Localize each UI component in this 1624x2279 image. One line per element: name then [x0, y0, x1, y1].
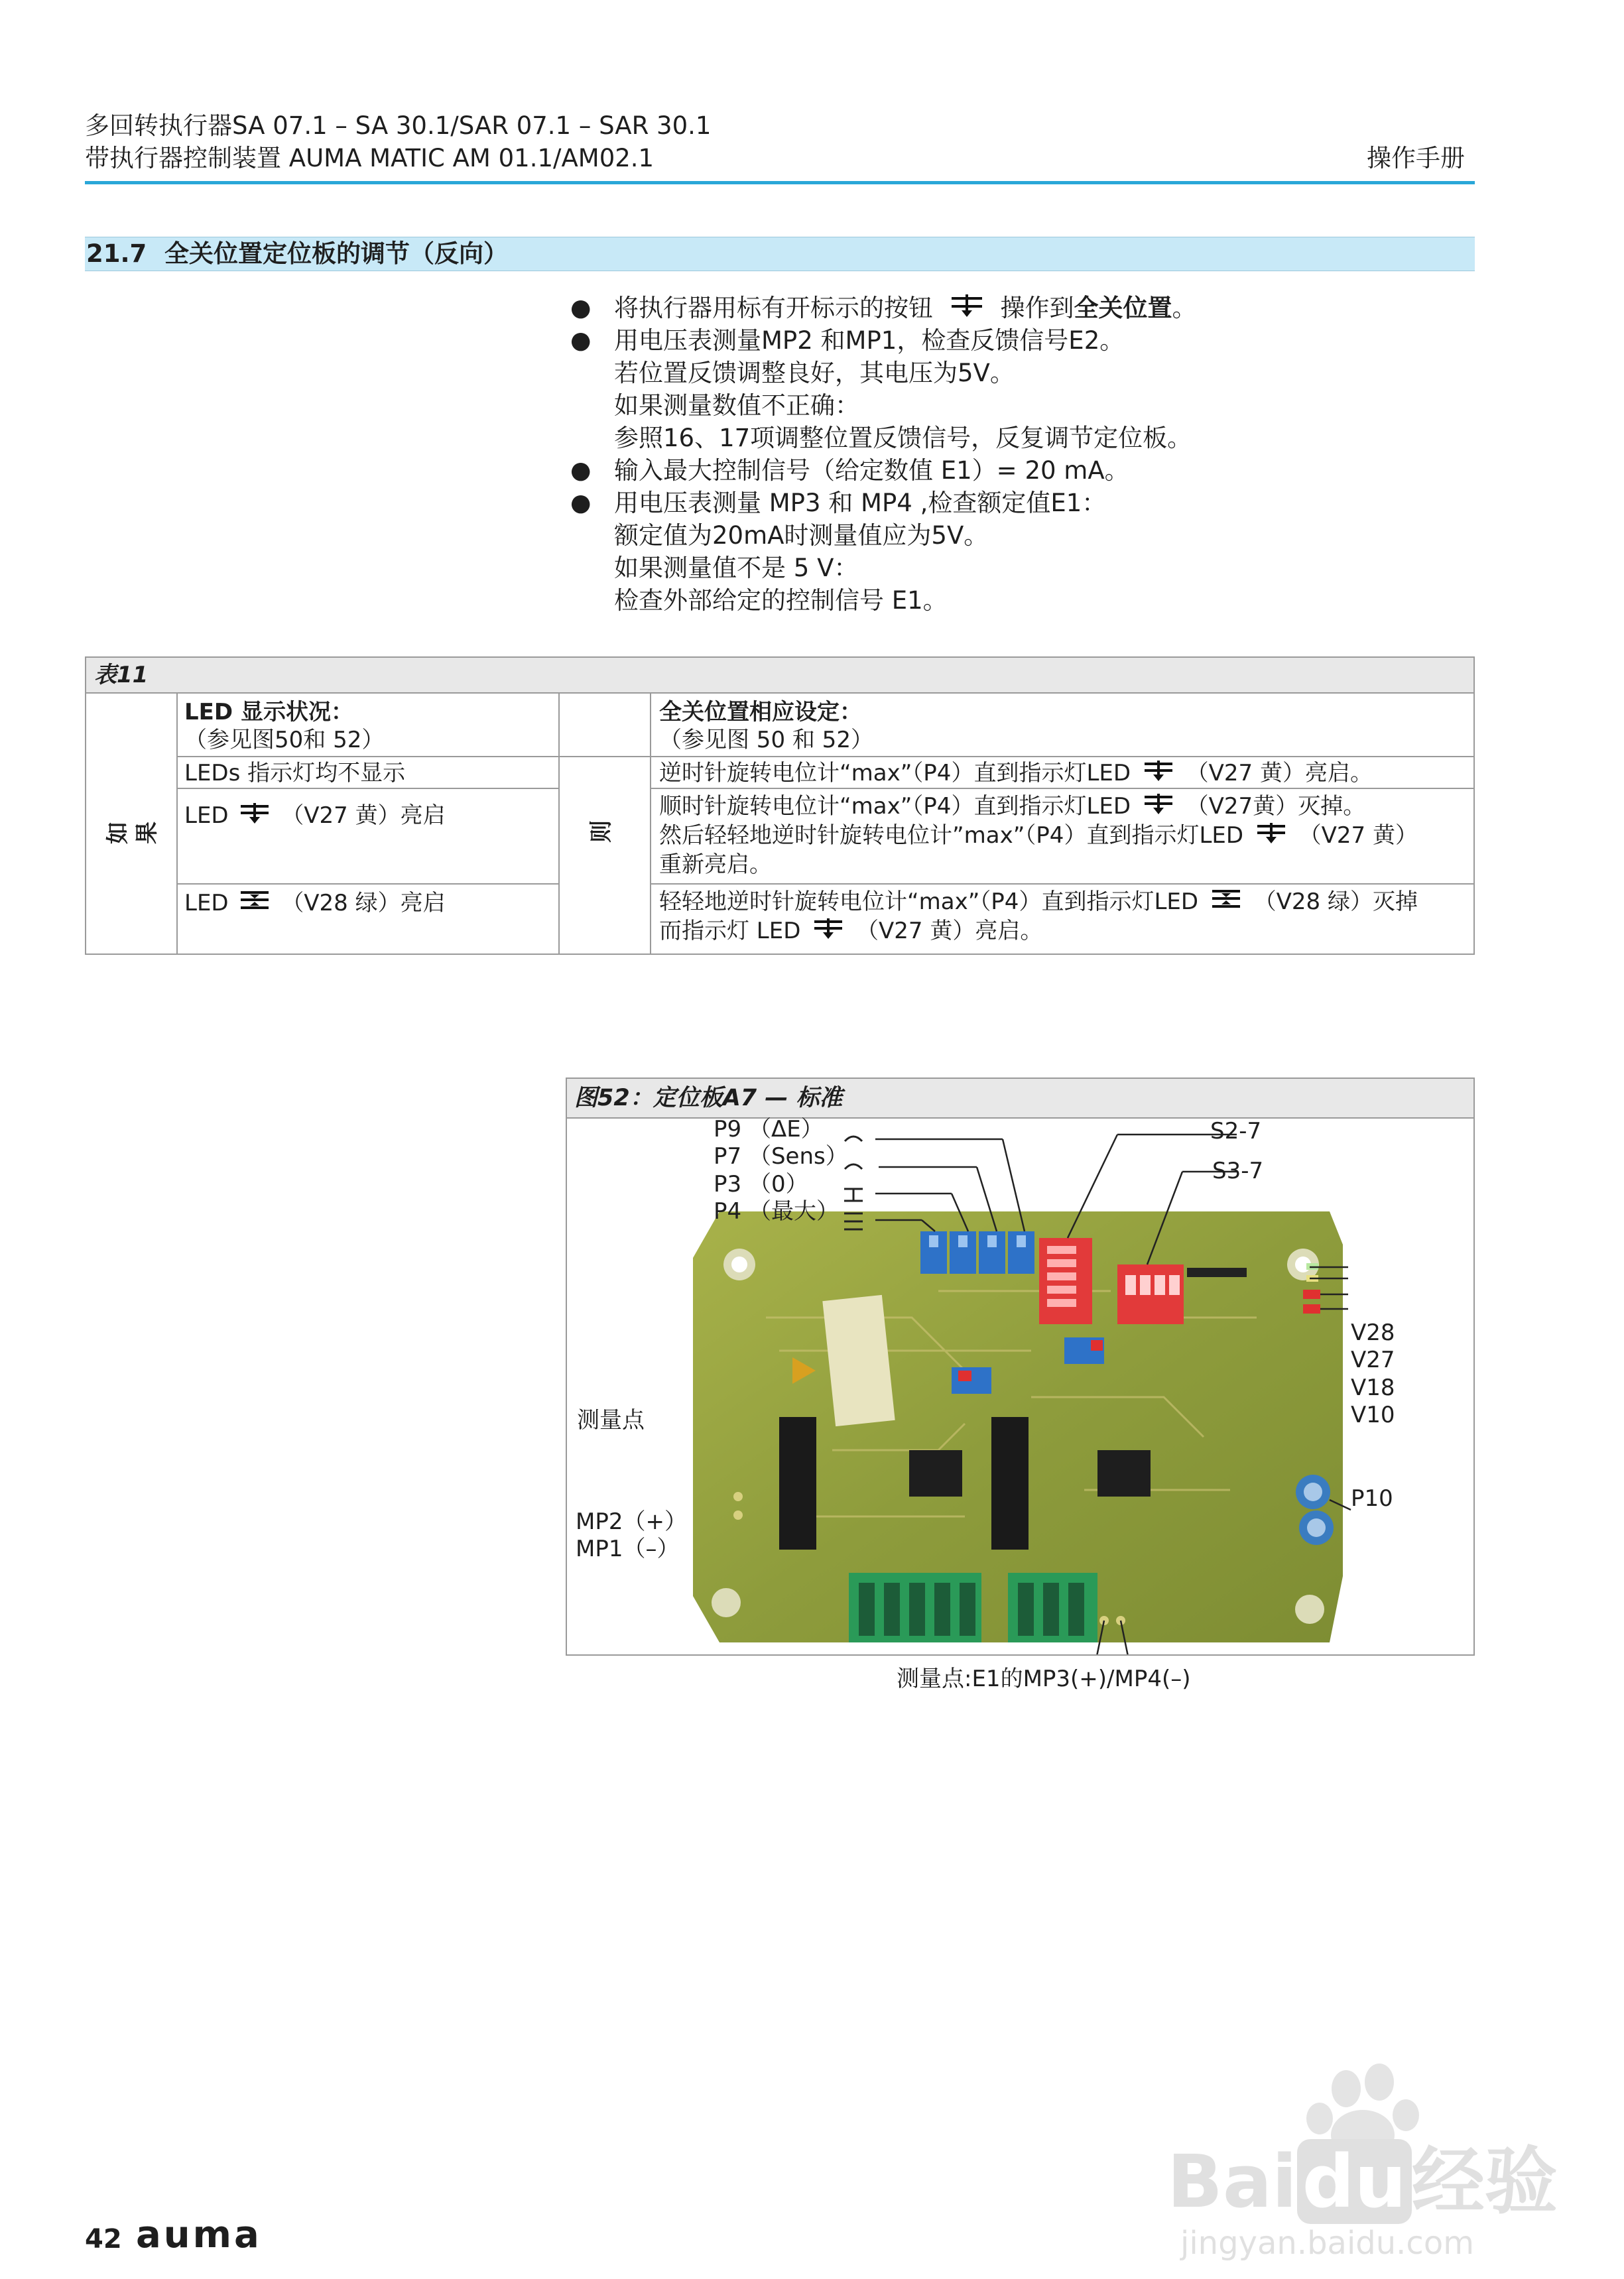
instruction-2: 用电压表测量MP2 和MP1，检查反馈信号E2。 — [614, 326, 1125, 355]
table-rule — [650, 692, 651, 955]
row3-action-line1 — [659, 887, 1418, 918]
setting-header-text: 全关位置相应设定： — [659, 699, 862, 725]
row1-action — [659, 759, 1373, 789]
label-v10: V10 — [1351, 1402, 1395, 1428]
table-caption: 表11 — [94, 662, 149, 688]
bullet: ● — [570, 327, 592, 354]
section-number: 21.7 — [86, 239, 147, 268]
watermark-url: jingyan.baidu.com — [1180, 2225, 1474, 2262]
page-number: 42 — [85, 2224, 122, 2254]
if-label: 如果 — [105, 822, 160, 844]
watermark-brand — [1167, 2139, 1558, 2224]
table-rule — [176, 692, 178, 955]
row3-condition-text: （V28 绿）亮启 — [281, 890, 446, 916]
label-mp2: MP2（+） — [576, 1509, 687, 1535]
row3-condition — [184, 889, 446, 919]
close-direction-icon — [950, 293, 983, 326]
label-p10: P10 — [1351, 1485, 1393, 1512]
positioner-board-photo — [567, 1119, 1473, 1654]
auma-logo: auma — [136, 2213, 262, 2256]
section-title: 全关位置定位板的调节（反向） — [164, 239, 508, 268]
instruction-4: 如果测量数值不正确： — [614, 391, 859, 420]
instruction-1-bold: 全关位置 — [1074, 294, 1172, 322]
bullet: ● — [570, 489, 592, 517]
instruction-9: 如果测量值不是 5 V： — [614, 554, 859, 582]
table-rule — [558, 692, 560, 955]
row2-condition — [184, 801, 446, 832]
row2-condition-text: （V27 黄）亮启 — [281, 802, 446, 829]
bullet: ● — [570, 457, 592, 484]
row2-action2-text-end: （V27 黄） — [1298, 822, 1418, 849]
led-close-icon — [1143, 759, 1174, 789]
table-rule — [176, 883, 558, 885]
led-table — [85, 656, 1475, 955]
row2-condition-led: LED — [184, 802, 229, 829]
row3-action-line2 — [659, 916, 1042, 947]
header-manual-label: 操作手册 — [1367, 144, 1465, 172]
led-max-icon — [1211, 888, 1241, 918]
label-p9: P9 （ΔE） — [714, 1116, 824, 1142]
table-rule — [650, 883, 1473, 885]
table-caption-band — [86, 658, 1473, 692]
watermark-brand-cn: 经验 — [1411, 2139, 1558, 2224]
table-rule — [86, 692, 1473, 694]
row2-action-text-end: （V27黄）灭掉。 — [1186, 793, 1366, 820]
table-rule — [176, 788, 558, 789]
table-rule — [176, 756, 1473, 757]
row2-action-text: 顺时针旋转电位计“max”（P4）直到指示灯LED — [659, 793, 1131, 820]
led-status-subheader: （参见图50和 52） — [184, 727, 385, 753]
instruction-3: 若位置反馈调整良好，其电压为5V。 — [614, 359, 1015, 387]
row1-action-text-end: （V27 黄）亮启。 — [1186, 760, 1373, 786]
watermark-brand-bai: Bai — [1167, 2139, 1297, 2224]
figure-caption: 图52：定位板A7 — 标准 — [574, 1085, 843, 1111]
label-v27: V27 — [1351, 1347, 1395, 1373]
label-v28: V28 — [1351, 1320, 1395, 1346]
instruction-10: 检查外部给定的控制信号 E1。 — [614, 586, 948, 615]
row1-condition: LEDs 指示灯均不显示 — [184, 760, 406, 786]
led-status-header — [184, 698, 353, 727]
led-status-header-text: LED 显示状况： — [184, 699, 353, 725]
label-e1-measuring-points: 测量点:E1的MP3(+)/MP4(–) — [897, 1666, 1191, 1692]
label-s2-7: S2-7 — [1210, 1118, 1262, 1144]
header-rule — [85, 181, 1475, 184]
instruction-7: 用电压表测量 MP3 和 MP4 ,检查额定值E1： — [614, 489, 1107, 517]
then-label: 则 — [588, 820, 615, 843]
led-close-icon — [1256, 822, 1286, 851]
row2-action-line1 — [659, 792, 1365, 822]
instruction-1-end: 。 — [1172, 294, 1197, 322]
row1-action-text: 逆时针旋转电位计“max”（P4）直到指示灯LED — [659, 760, 1131, 786]
row2-action-line2 — [659, 821, 1418, 851]
led-max-icon — [239, 889, 270, 919]
label-measuring-points: 测量点 — [577, 1407, 645, 1434]
led-close-icon — [813, 917, 843, 947]
led-close-icon — [239, 802, 270, 832]
instruction-1-text: 将执行器用标有开标示的按钮 — [614, 294, 933, 322]
led-close-icon — [1143, 792, 1174, 822]
instruction-8: 额定值为20mA时测量值应为5V。 — [614, 521, 989, 550]
row2-action2-text: 然后轻轻地逆时针旋转电位计”max”（P4）直到指示灯LED — [659, 822, 1244, 849]
label-v18: V18 — [1351, 1375, 1395, 1401]
row3-action2-text-end: （V27 黄）亮启。 — [856, 918, 1043, 944]
instruction-6: 输入最大控制信号（给定数值 E1）= 20 mA。 — [614, 456, 1129, 485]
label-s3-7: S3-7 — [1212, 1158, 1264, 1184]
label-mp1: MP1（–） — [576, 1536, 680, 1562]
row3-action-text-end: （V28 绿）灭掉 — [1253, 889, 1418, 915]
setting-header — [659, 698, 862, 727]
instruction-5: 参照16、17项调整位置反馈信号，反复调节定位板。 — [614, 424, 1192, 452]
row3-action-text: 轻轻地逆时针旋转电位计“max”（P4）直到指示灯LED — [659, 889, 1199, 915]
row2-action-line3: 重新亮启。 — [659, 851, 772, 878]
header-product-line: 多回转执行器SA 07.1 – SA 30.1/SAR 07.1 – SAR 30.1 — [85, 111, 712, 140]
header-controls-line: 带执行器控制装置 AUMA MATIC AM 01.1/AM02.1 — [85, 144, 655, 172]
bullet: ● — [570, 294, 592, 322]
row3-action2-text: 而指示灯 LED — [659, 918, 801, 944]
watermark-brand-du: du — [1297, 2139, 1412, 2224]
label-p3: P3 （0） — [714, 1171, 808, 1198]
label-p4: P4 （最大） — [714, 1198, 839, 1225]
baidu-jingyan-watermark — [1167, 2056, 1565, 2268]
row3-condition-led: LED — [184, 890, 229, 916]
setting-subheader: （参见图 50 和 52） — [659, 727, 873, 753]
instruction-1 — [614, 292, 1197, 326]
instruction-1-mid: 操作到 — [1000, 294, 1074, 322]
label-p7: P7 （Sens） — [714, 1143, 848, 1170]
